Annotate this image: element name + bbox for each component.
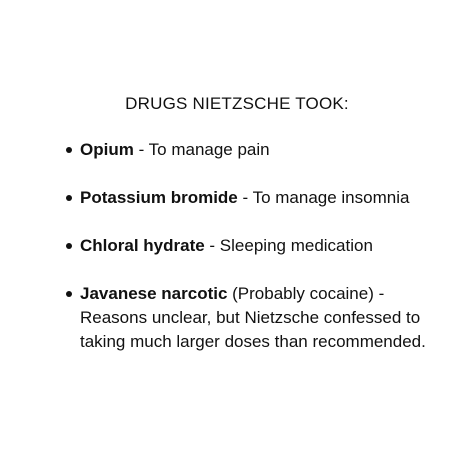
drug-name: Chloral hydrate bbox=[80, 236, 205, 255]
drug-note: - To manage insomnia bbox=[237, 188, 410, 207]
drug-name: Potassium bromide bbox=[80, 188, 238, 207]
bullet-icon bbox=[66, 147, 72, 153]
drug-list bbox=[66, 138, 446, 379]
list-item bbox=[66, 186, 446, 210]
drug-name: Opium bbox=[80, 140, 134, 159]
list-item bbox=[66, 138, 446, 162]
list-item bbox=[66, 234, 446, 258]
drug-note: (Probably cocaine) - Reasons unclear, but Nietzsche confessed to taking much larger doses than recommended. bbox=[80, 284, 426, 351]
drug-note: - To manage pain bbox=[133, 140, 270, 159]
bullet-icon bbox=[66, 195, 72, 201]
drug-note: - Sleeping medication bbox=[204, 236, 373, 255]
page-title: DRUGS NIETZSCHE TOOK: bbox=[125, 94, 349, 113]
list-item bbox=[66, 282, 446, 354]
bullet-icon bbox=[66, 291, 72, 297]
drug-name: Javanese narcotic bbox=[80, 284, 228, 303]
bullet-icon bbox=[66, 243, 72, 249]
